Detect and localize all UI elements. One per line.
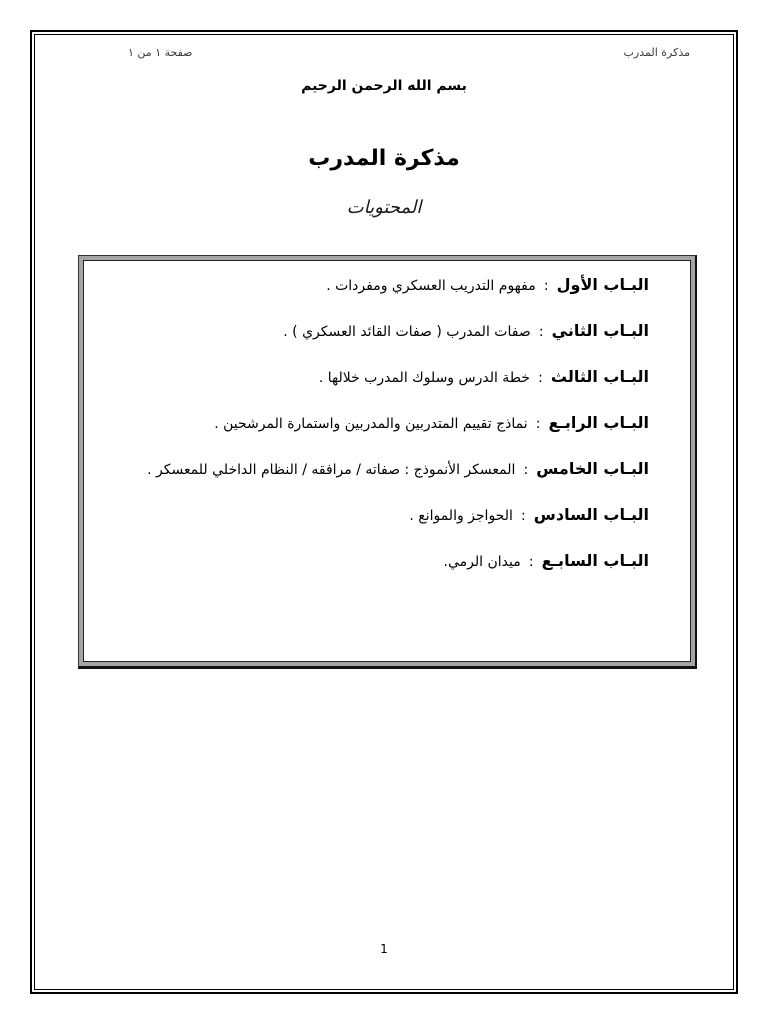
chapter-separator: : xyxy=(528,554,534,570)
chapter-list xyxy=(96,262,649,584)
basmala: بسم الله الرحمن الرحيم xyxy=(301,78,467,94)
chapter-item xyxy=(96,492,649,538)
chapter-label: البـاب السابـع xyxy=(541,551,649,570)
chapter-separator: : xyxy=(523,462,529,478)
chapter-text: مفهوم التدريب العسكري ومفردات . xyxy=(326,278,536,294)
chapter-label: البـاب السادس xyxy=(533,505,649,524)
chapter-item xyxy=(96,262,649,308)
chapter-label: البـاب الأول xyxy=(556,275,649,294)
page-title: مذكرة المدرب xyxy=(308,146,460,171)
chapter-item xyxy=(96,400,649,446)
chapter-label: البـاب الخامس xyxy=(536,459,649,478)
chapter-text: خطة الدرس وسلوك المدرب خلالها . xyxy=(318,370,530,386)
chapter-text: ميدان الرمي. xyxy=(443,554,521,570)
chapter-text: نماذج تقييم المتدربين والمدربين واستمارة المرشحين . xyxy=(214,416,528,432)
chapter-separator: : xyxy=(535,416,541,432)
chapter-item xyxy=(96,354,649,400)
chapter-item xyxy=(96,446,649,492)
chapter-separator: : xyxy=(538,370,543,386)
contents-heading: المحتويات xyxy=(346,197,422,218)
page-number: 1 xyxy=(380,942,388,956)
chapter-label: البـاب الثالث xyxy=(550,367,649,386)
chapter-label: البـاب الثاني xyxy=(551,321,649,340)
chapter-label: البـاب الرابـع xyxy=(548,413,649,432)
chapter-text: صفات المدرب ( صفات القائد العسكري ) . xyxy=(283,324,531,340)
chapter-item xyxy=(96,308,649,354)
header-page-info: صفحة ١ من ١ xyxy=(128,46,193,59)
chapter-text: الحواجز والموانع . xyxy=(409,508,513,524)
contents-box xyxy=(78,255,697,669)
chapter-separator: : xyxy=(520,508,526,524)
chapter-text: المعسكر الأنموذج : صفاته / مرافقه / النظام الداخلي للمعسكر . xyxy=(147,462,516,478)
chapter-separator: : xyxy=(543,278,549,294)
header-doc-title: مذكرة المدرب xyxy=(623,46,690,59)
contents-box-inner xyxy=(83,260,691,662)
chapter-item xyxy=(96,538,649,584)
chapter-separator: : xyxy=(538,324,544,340)
